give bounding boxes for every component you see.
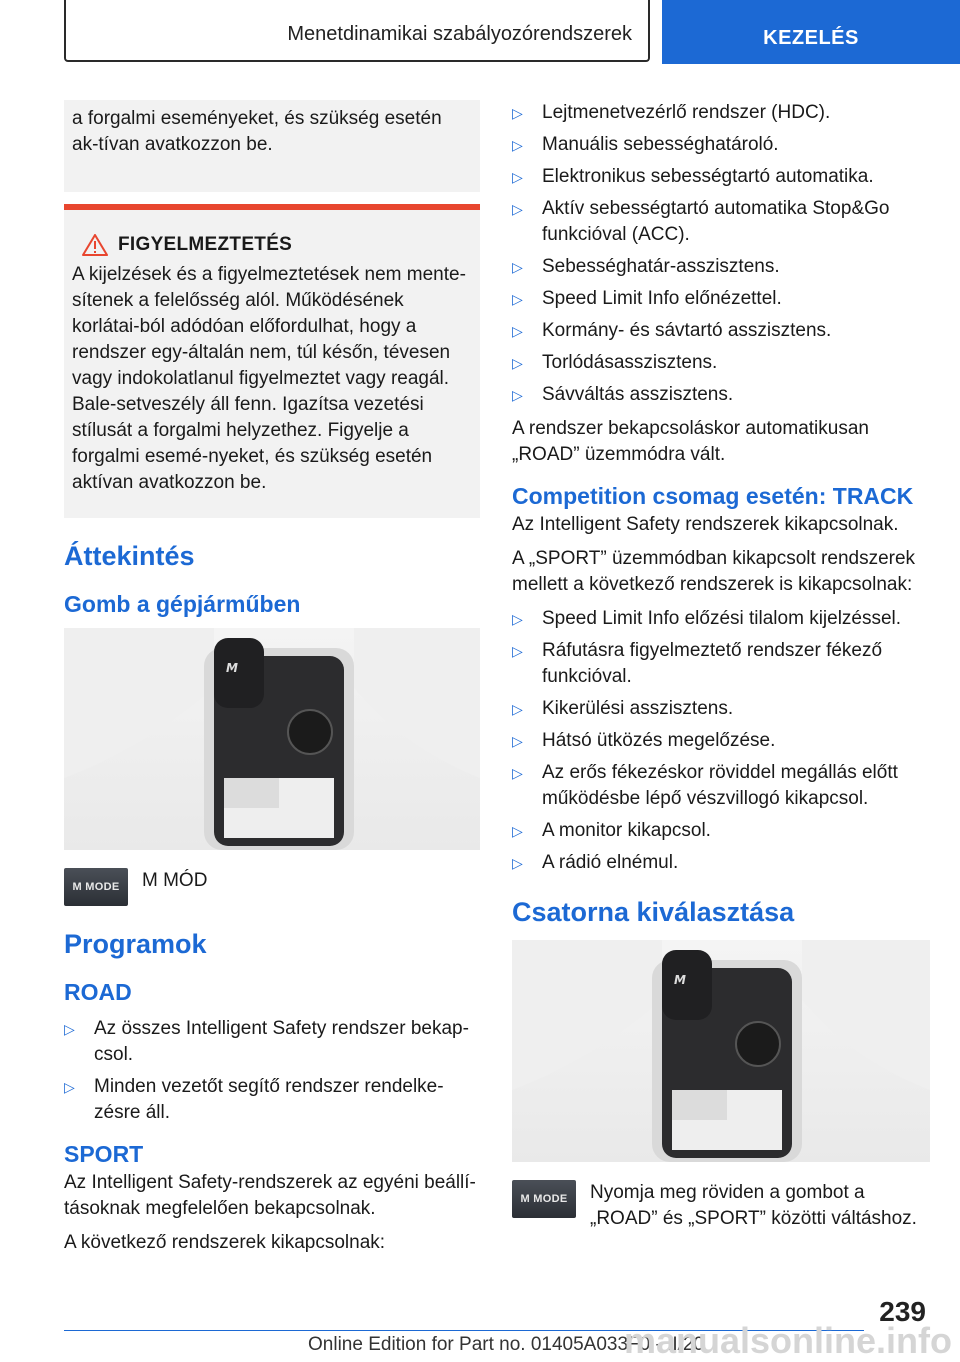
section-tab	[662, 0, 960, 64]
svg-text:M: M	[674, 973, 686, 987]
console-photo	[64, 628, 480, 850]
list-item: ▷ Az erős fékezéskor röviddel megállás előtt működésbe lépő vészvillogó kikapcsol.	[512, 760, 930, 812]
left-column	[64, 100, 480, 1264]
channel-heading: Csatorna kiválasztása	[512, 897, 795, 927]
track-text: Az Intelligent Safety rendszerek kikapcsolnak.	[512, 514, 899, 535]
sport-text: Az Intelligent Safety-rendszerek az egyéni beállí-tásoknak megfelelően bekapcsolnak.	[64, 1172, 476, 1219]
warning-box	[64, 204, 480, 518]
list-item: ▷ Speed Limit Info előnézettel.	[512, 286, 930, 312]
warning-title: FIGYELMEZTETÉS	[118, 234, 293, 255]
right-column	[512, 100, 930, 1254]
watermark: manualsonline.info	[623, 1320, 952, 1361]
list-item: ▷ Torlódásasszisztens.	[512, 350, 930, 376]
list-item: ▷ Hátsó ütközés megelőzése.	[512, 728, 930, 754]
road-list	[64, 1016, 480, 1126]
warning-triangle-icon	[82, 234, 108, 256]
list-item: ▷ Speed Limit Info előzési tilalom kijelzéssel.	[512, 606, 930, 632]
sport-heading: SPORT	[64, 1141, 144, 1167]
list-item: ▷ Manuális sebességhatároló.	[512, 132, 930, 158]
list-item: ▷ Kikerülési asszisztens.	[512, 696, 930, 722]
list-item: ▷ Minden vezetőt segítő rendszer rendelke-zésre áll.	[64, 1074, 480, 1126]
mmode-button-icon	[64, 868, 128, 906]
list-item: ▷ Az összes Intelligent Safety rendszer bekap-csol.	[64, 1016, 480, 1068]
warning-text: A kijelzések és a figyelmeztetések nem mente-sítenek a felelősség alól. Működésének korlátai-ból adódóan előfordulhat, hogy a rendszer egy-általán nem, túl későn, tévesen vagy indokolatlanul figyelmeztet vagy reagál. Bale-setveszély áll fenn. Igazítsa vezetési stílusát a forgalmi helyzethez. Figyelje a forgalmi esemé-nyeket, és szükség esetén aktívan avatkozzon be.	[72, 264, 466, 493]
list-item: ▷ A rádió elnémul.	[512, 850, 930, 876]
list-item: ▷ Kormány- és sávtartó asszisztens.	[512, 318, 930, 344]
channel-caption: Nyomja meg röviden a gombot a „ROAD” és „SPORT” közötti váltáshoz.	[590, 1182, 917, 1229]
list-item: ▷ Sebességhatár-asszisztens.	[512, 254, 930, 280]
sport-off-list	[512, 100, 930, 408]
mmode-button-row	[64, 868, 480, 906]
mmode-button-label: M MODE	[520, 1193, 568, 1205]
overview-heading: Áttekintés	[64, 541, 195, 571]
track-text-2: A „SPORT” üzemmódban kikapcsolt rendszerek mellett a következő rendszerek is kikapcsolnak:	[512, 548, 916, 595]
warning-header	[72, 232, 472, 258]
road-heading: ROAD	[64, 979, 132, 1005]
track-heading: Competition csomag esetén: TRACK	[512, 483, 914, 509]
list-item: ▷ Ráfutásra figyelmeztető rendszer fékező funkcióval.	[512, 638, 930, 690]
mmode-button-icon	[512, 1180, 576, 1218]
channel-button-row	[512, 1180, 930, 1232]
mmode-button-label: M MODE	[72, 881, 120, 893]
section-label: KEZELÉS	[763, 27, 859, 49]
list-item: ▷ Lejtmenetvezérlő rendszer (HDC).	[512, 100, 930, 126]
list-item: ▷ Aktív sebességtartó automatika Stop&Go funkcióval (ACC).	[512, 196, 930, 248]
page-number: 239	[879, 1296, 926, 1327]
mmode-caption: M MÓD	[142, 870, 208, 891]
list-item: ▷ A monitor kikapcsol.	[512, 818, 930, 844]
list-item: ▷ Sávváltás asszisztens.	[512, 382, 930, 408]
console-photo-2	[512, 940, 930, 1162]
button-heading: Gomb a gépjárműben	[64, 591, 301, 617]
edition-text: Online Edition for Part no. 01405A033F0 - II/20	[308, 1334, 705, 1355]
road-default-text: A rendszer bekapcsoláskor automatikusan „ROAD” üzemmódra vált.	[512, 418, 869, 465]
gear-selector-illustration	[64, 628, 480, 850]
sport-text-2: A következő rendszerek kikapcsolnak:	[64, 1232, 386, 1253]
gear-selector-illustration	[512, 940, 930, 1162]
chapter-title: Menetdinamikai szabályozórendszerek	[287, 23, 632, 45]
list-item: ▷ Elektronikus sebességtartó automatika.	[512, 164, 930, 190]
svg-text:M: M	[226, 661, 238, 675]
continued-note	[64, 100, 480, 192]
continued-text: a forgalmi eseményeket, és szükség esetén ak-tívan avatkozzon be.	[72, 108, 442, 155]
chapter-header	[64, 0, 650, 62]
programs-heading: Programok	[64, 929, 207, 959]
track-off-list	[512, 606, 930, 876]
